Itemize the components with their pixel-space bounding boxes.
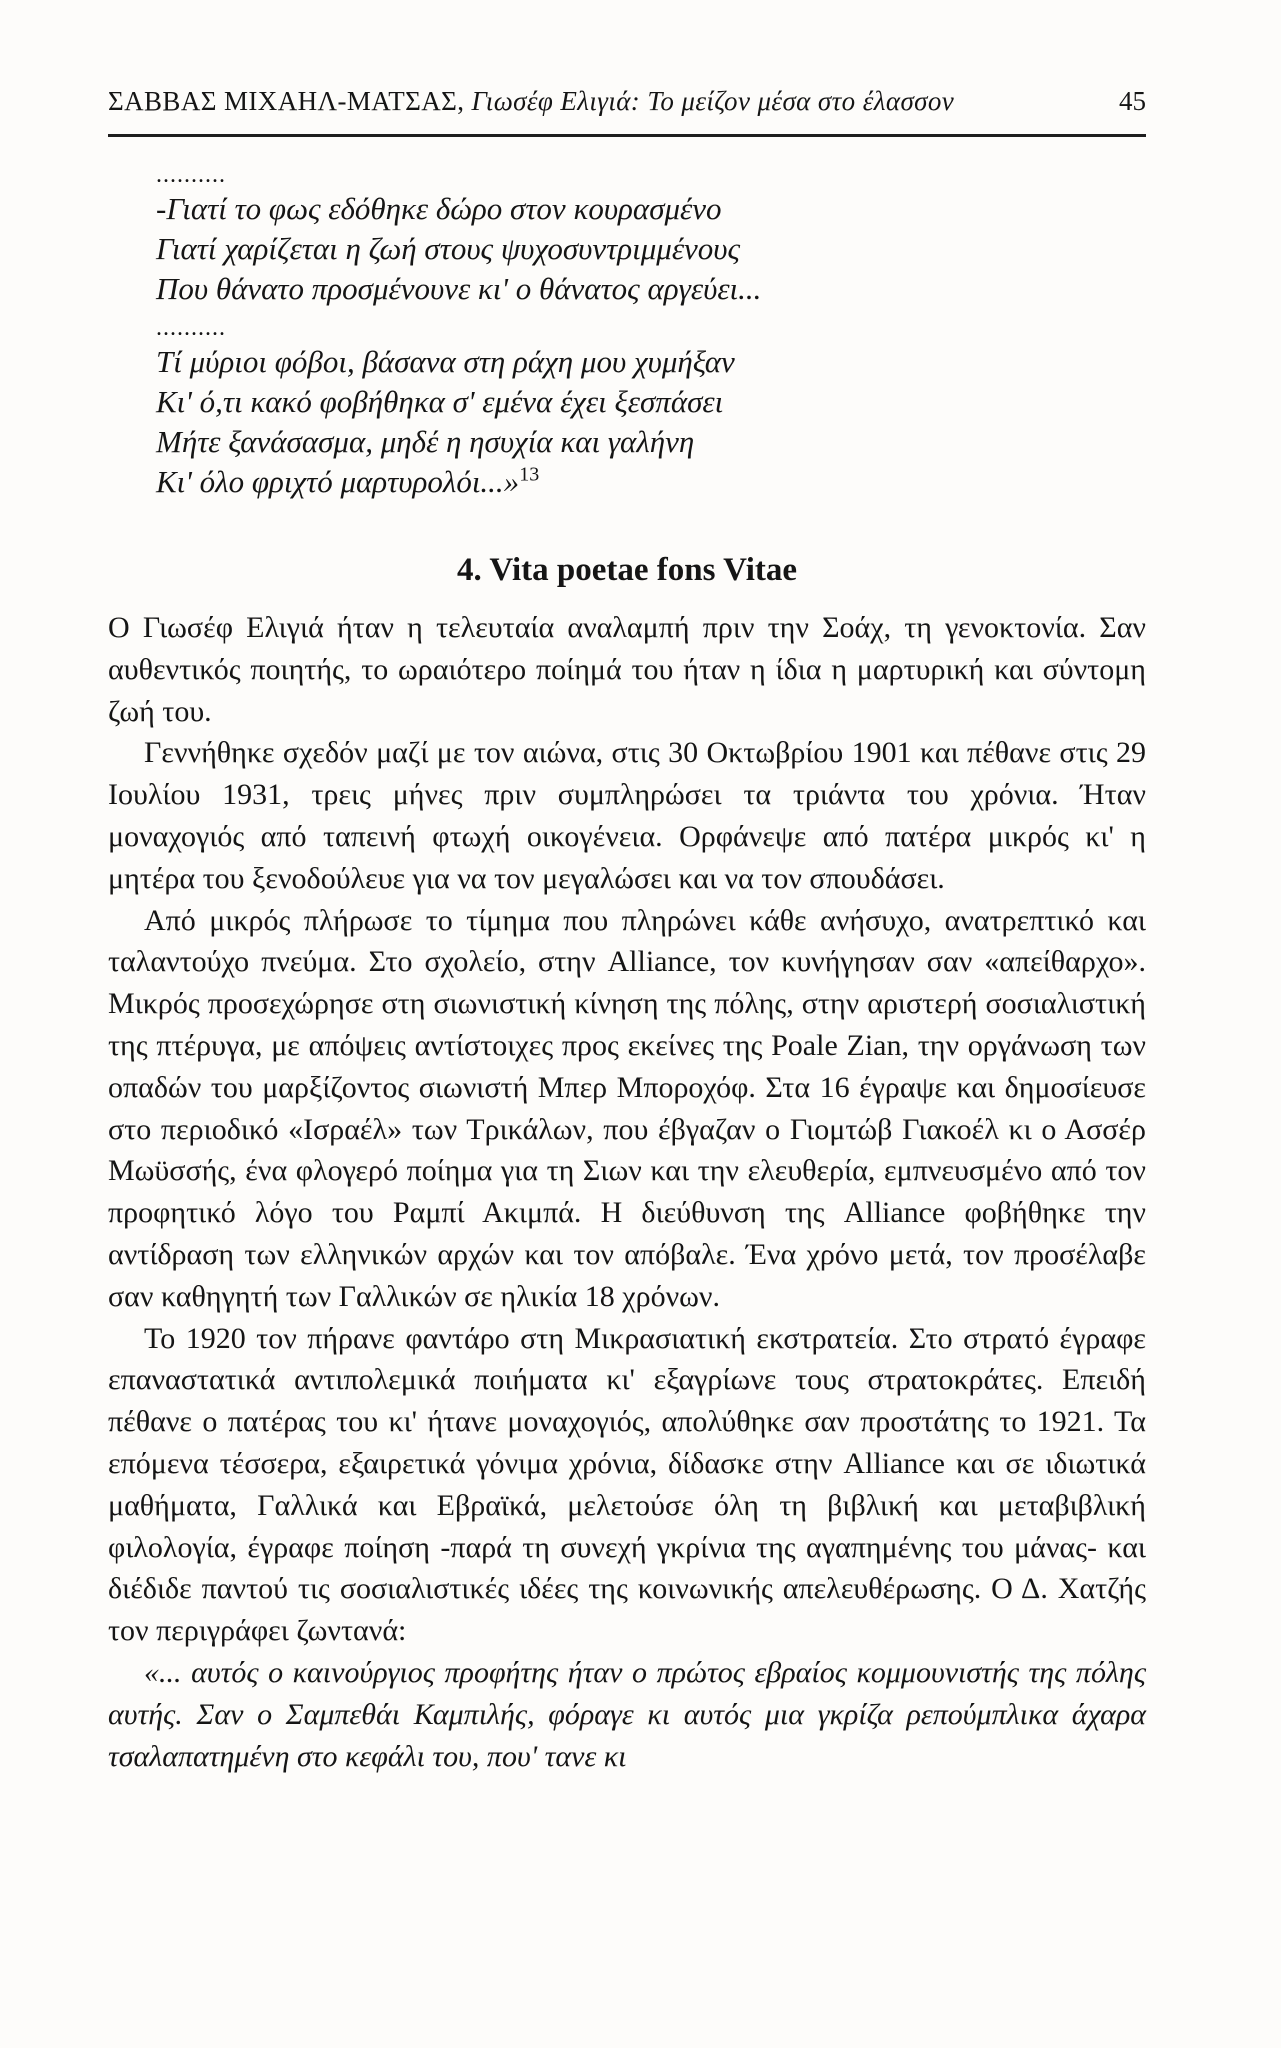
verse-text: Κι' όλο φριχτό μαρτυρολόι...» — [156, 464, 520, 499]
section-heading: 4. Vita poetae fons Vitae — [456, 552, 798, 588]
header-book-title: Γιωσέφ Ελιγιά: Το μείζον μέσα στο έλασσον — [471, 86, 955, 116]
body-text — [108, 607, 1146, 1777]
footnote-reference: 13 — [519, 463, 540, 486]
poem-ellipsis: .......... — [156, 162, 226, 188]
verse-line: Γιατί χαρίζεται η ζωή στους ψυχοσυντριμμένους — [156, 231, 741, 266]
verse-line: Που θάνατο προσμένουνε κι' ο θάνατος αργεύει... — [156, 271, 762, 306]
header-author: ΣΑΒΒΑΣ ΜΙΧΑΗΛ-ΜΑΤΣΑΣ, — [108, 86, 465, 116]
body-paragraph: Ο Γιωσέφ Ελιγιά ήταν η τελευταία αναλαμπή πριν την Σοάχ, τη γενοκτονία. Σαν αυθεντικός ποιητής, το ωραιότερο ποίημά του ήταν η ίδια η μαρτυρική και σύντομη ζωή του. — [108, 611, 1146, 728]
running-header — [108, 78, 1146, 137]
body-paragraph: Γεννήθηκε σχεδόν μαζί με τον αιώνα, στις 30 Οκτωβρίου 1901 και πέθανε στις 29 Ιουλίου 1931, τρεις μήνες πριν συμπληρώσει τα τριάντα του χρόνια. Ήταν μοναχογιός από ταπεινή φτωχή οικογένεια. Ορφάνεψε από πατέρα μικρός κι' η μητέρα του ξενοδούλευε για να τον μεγαλώσει και να τον σπουδάσει. — [108, 736, 1146, 895]
verse-line: Κι' ό,τι κακό φοβήθηκα σ' εμένα έχει ξεσπάσει — [156, 384, 724, 419]
page-number: 45 — [1119, 86, 1146, 116]
poem-ellipsis: .......... — [156, 315, 226, 341]
body-paragraph: Το 1920 τον πήρανε φαντάρο στη Μικρασιατική εκστρατεία. Στο στρατό έγραφε επαναστατικά αντιπολεμικά ποιήματα κι' εξαγρίωνε τους στρατοκράτες. Επειδή πέθανε ο πατέρας του κι' ήτανε μοναχογιός, απολύθηκε σαν προστάτης το 1921. Τα επόμενα τέσσερα, εξαιρετικά γόνιμα χρόνια, δίδασκε στην Alliance και σε ιδιωτικά μαθήματα, Γαλλικά και Εβραϊκά, μελετούσε όλη τη βιβλική και μεταβιβλική φιλολογία, έγραφε ποίηση -παρά τη συνεχή γκρίνια της αγαπημένης του μάνας- και διέδιδε παντού τις σοσιαλιστικές ιδέες της κοινωνικής απελευθέρωσης. Ο Δ. Χατζής τον περιγράφει ζωντανά: — [108, 1321, 1146, 1648]
quoted-paragraph: «... αυτός ο καινούργιος προφήτης ήταν ο πρώτος εβραίος κομμουνιστής της πόλης αυτής. Σαν ο Σαμπεθάι Καμπιλής, φόραγε κι αυτός μια γκρίζα ρεπούμπλικα άχαρα τσαλαπατημένη στο κεφάλι του, που' τανε κι — [108, 1655, 1146, 1773]
body-paragraph: Από μικρός πλήρωσε το τίμημα που πληρώνει κάθε ανήσυχο, ανατρεπτικό και ταλαντούχο πνεύμα. Στο σχολείο, στην Alliance, τον κυνήγησαν σαν «απείθαρχο». Μικρός προσεχώρησε στη σιωνιστική κίνηση της πόλης, στην αριστερή σοσιαλιστική της πτέρυγα, με απόψεις αντίστοιχες προς εκείνες της Poale Zian, την οργάνωση των οπαδών του μαρξίζοντος σιωνιστή Μπερ Μποροχόφ. Στα 16 έγραψε και δημοσίευσε στο περιοδικό «Ισραέλ» των Τρικάλων, που έβγαζαν ο Γιομτώβ Γιακοέλ κι ο Ασσέρ Μωϋσσής, ένα φλογερό ποίημα για τη Σιων και την ελευθερία, εμπνευσμένο από τον προφητικό λόγο του Ραμπί Ακιμπά. Η διεύθυνση της Alliance φοβήθηκε την αντίδραση των ελληνικών αρχών και τον απόβαλε. Ένα χρόνο μετά, τον προσέλαβε σαν καθηγητή των Γαλλικών σε ηλικία 18 χρόνων. — [108, 903, 1146, 1313]
verse-line: Μήτε ξανάσασμα, μηδέ η ησυχία και γαλήνη — [156, 424, 695, 459]
poem-excerpt — [156, 162, 1146, 511]
poem-stanza — [156, 315, 1146, 502]
poem-stanza — [156, 162, 1146, 309]
header-author-title — [108, 86, 954, 117]
verse-line-last — [156, 462, 1146, 502]
verse-line: Τί μύριοι φόβοι, βάσανα στη ράχη μου χυμήξαν — [156, 344, 735, 379]
verse-line: -Γιατί το φως εδόθηκε δώρο στον κουρασμένο — [156, 191, 722, 226]
